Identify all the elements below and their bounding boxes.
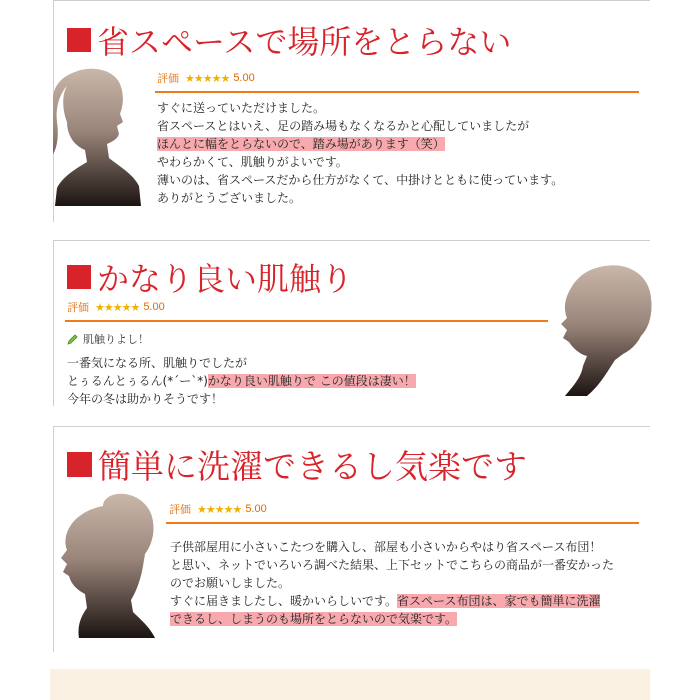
rating-score: 5.00 bbox=[245, 503, 267, 515]
card-left-border bbox=[53, 240, 54, 406]
review-line: 一番気になる所、肌触りでしたが bbox=[67, 356, 248, 370]
rating-row bbox=[169, 501, 267, 517]
red-square-icon bbox=[67, 265, 91, 289]
woman-bob-silhouette-icon bbox=[557, 262, 657, 398]
rating-label: 評価 bbox=[157, 73, 179, 85]
rating-label: 評価 bbox=[169, 504, 191, 516]
review-line-highlighted: できるし、しまうのも場所をとらないので気楽です。 bbox=[170, 612, 458, 626]
pencil-icon bbox=[67, 333, 79, 345]
review-card-3 bbox=[53, 426, 650, 652]
review-title-text: 省スペースで場所をとらない bbox=[97, 23, 512, 61]
review-line: すぐに届きましたし、暖かいらしいです。省スペース布団は、家でも簡単に洗濯 bbox=[170, 594, 601, 608]
review-title-text: かなり良い肌触り bbox=[97, 260, 354, 298]
review-body bbox=[157, 99, 563, 207]
subnote-text: 肌触りよし！ bbox=[83, 333, 149, 346]
review-line: ありがとうございました。 bbox=[157, 191, 302, 205]
woman-ponytail-silhouette-icon bbox=[53, 66, 153, 206]
card-top-border bbox=[53, 426, 650, 427]
rating-row bbox=[157, 70, 255, 86]
rating-label: 評価 bbox=[67, 302, 89, 314]
review-body bbox=[170, 538, 614, 628]
review-title bbox=[67, 17, 511, 63]
review-line: と思い、ネットでいろいろ調べた結果、上下セットでこちらの商品が一番安かった bbox=[170, 558, 615, 572]
review-subnote bbox=[67, 331, 149, 347]
review-line: 今年の冬は助かりそうです！ bbox=[67, 392, 224, 406]
footer-band bbox=[50, 669, 650, 700]
review-line: 省スペースとはいえ、足の踏み場もなくなるかと心配していましたが bbox=[157, 119, 530, 133]
review-title-text: 簡単に洗濯できるし気楽です bbox=[98, 447, 527, 486]
orange-divider bbox=[166, 522, 639, 524]
review-line: すぐに送っていただけました。 bbox=[157, 101, 326, 115]
review-line: 薄いのは、省スペースだから仕方がなくて、中掛けとともに使っています。 bbox=[157, 173, 564, 187]
rating-stars-icon: ★★★★★ bbox=[197, 503, 242, 516]
review-line: のでお願いしました。 bbox=[170, 576, 291, 590]
review-title bbox=[67, 254, 353, 300]
review-card-1 bbox=[53, 0, 650, 222]
rating-stars-icon: ★★★★★ bbox=[185, 72, 230, 85]
orange-divider bbox=[65, 320, 548, 322]
review-line: とぅるんとぅるん(*´ー`*)かなり良い肌触りで この値段は凄い！ bbox=[67, 374, 416, 388]
card-left-border bbox=[53, 426, 54, 652]
review-line: やわらかくて、肌触りがよいです。 bbox=[157, 155, 348, 169]
card-top-border bbox=[53, 0, 650, 1]
review-body bbox=[67, 354, 416, 408]
red-square-icon bbox=[67, 28, 91, 52]
woman-updo-silhouette-icon bbox=[59, 492, 159, 638]
red-square-icon bbox=[67, 452, 92, 477]
rating-row bbox=[67, 299, 165, 315]
rating-score: 5.00 bbox=[233, 72, 255, 84]
review-title bbox=[67, 441, 527, 488]
review-card-2 bbox=[53, 240, 650, 410]
review-line-highlighted: ほんとに幅をとらないので、踏み場があります（笑） bbox=[157, 137, 445, 151]
card-top-border bbox=[53, 240, 650, 241]
rating-stars-icon: ★★★★★ bbox=[95, 301, 140, 314]
review-line: 子供部屋用に小さいこたつを購入し、部屋も小さいからやはり省スペース布団！ bbox=[170, 540, 602, 554]
orange-divider bbox=[155, 91, 639, 93]
rating-score: 5.00 bbox=[143, 301, 165, 313]
